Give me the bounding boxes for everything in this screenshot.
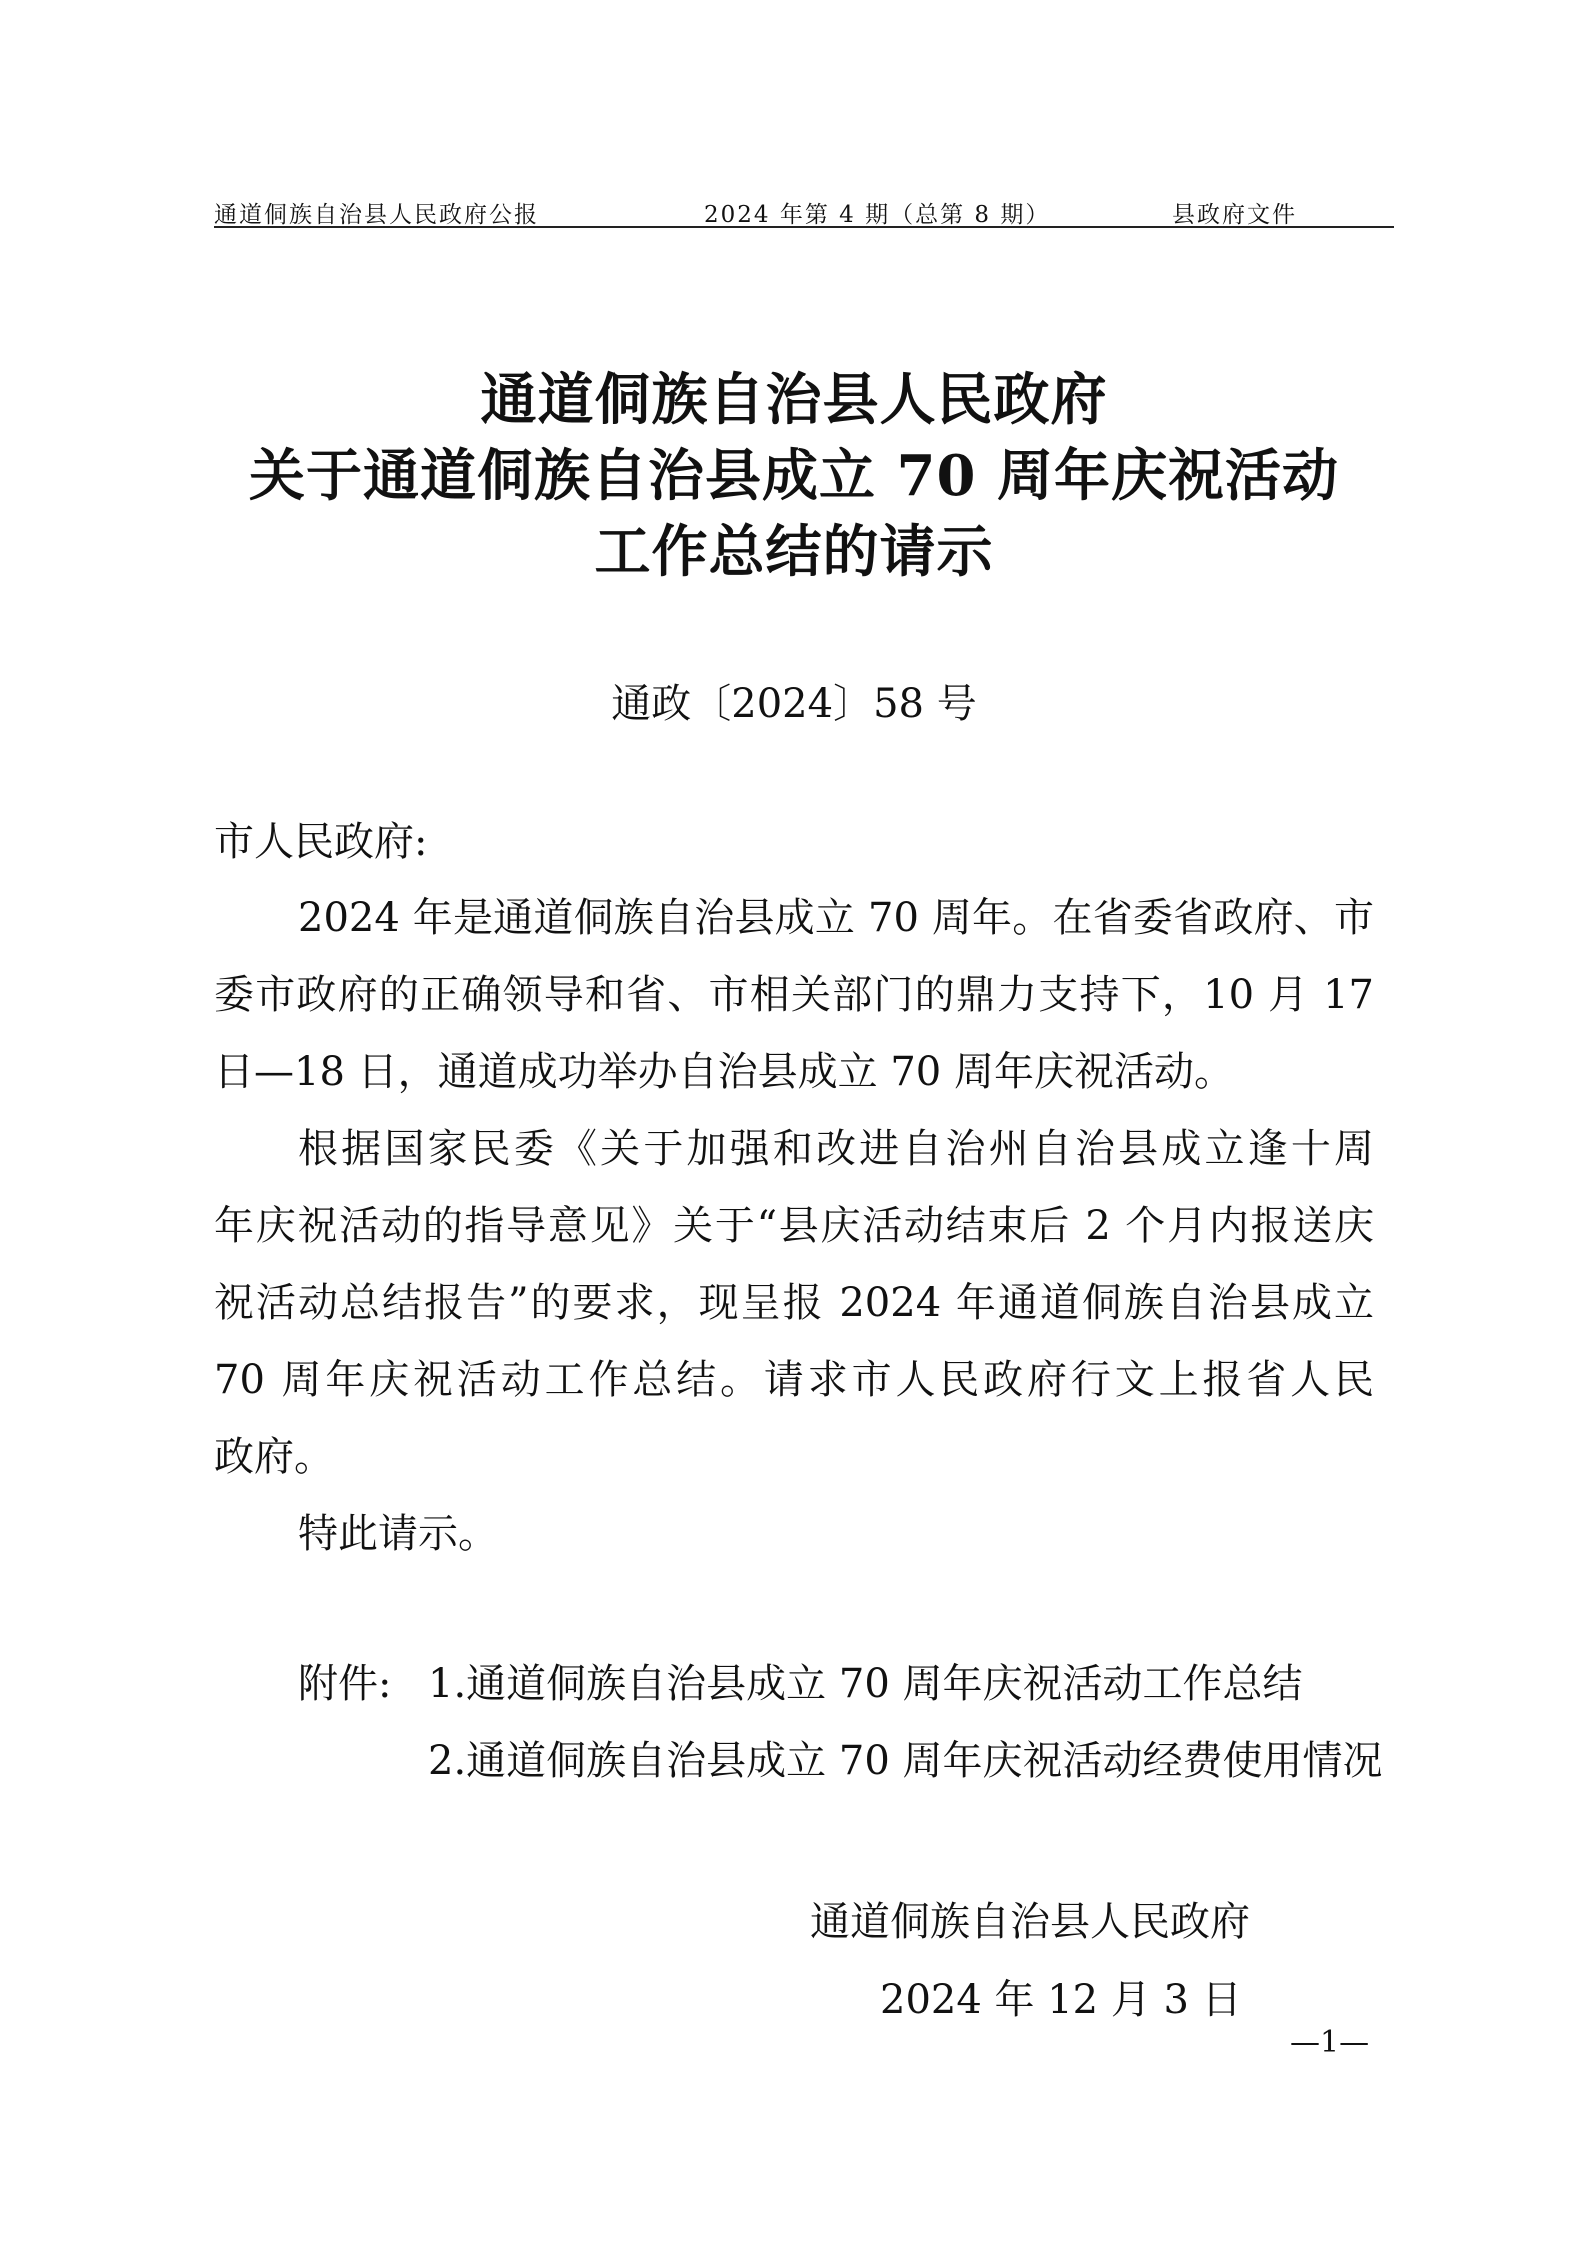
document-title-line-3: 工作总结的请示 (594, 519, 994, 585)
header-issue-number: 2024 年第 4 期（总第 8 期） (704, 202, 1051, 228)
attachment-item-2: 2.通道侗族自治县成立 70 周年庆祝活动经费使用情况 (428, 1738, 1383, 1784)
document-title-line-1: 通道侗族自治县人民政府 (480, 367, 1108, 433)
attachments-label: 附件: (298, 1661, 392, 1707)
signature-organization: 通道侗族自治县人民政府 (810, 1899, 1250, 1945)
header-section-name: 县政府文件 (1172, 202, 1297, 228)
paragraph2-line5: 政府。 (214, 1434, 334, 1480)
paragraph2-line4: 70 周年庆祝活动工作总结。请求市人民政府行文上报省人民 (214, 1357, 1374, 1403)
paragraph2-line1: 根据国家民委《关于加强和改进自治州自治县成立逢十周 (298, 1126, 1374, 1172)
paragraph2-line3: 祝活动总结报告”的要求，现呈报 2024 年通道侗族自治县成立 (214, 1280, 1374, 1326)
closing-text: 特此请示。 (298, 1511, 498, 1557)
paragraph2-line2: 年庆祝活动的指导意见》关于“县庆活动结束后 2 个月内报送庆 (214, 1203, 1374, 1249)
page-number: —1— (1290, 2025, 1370, 2060)
document-number: 通政〔2024〕58 号 (611, 681, 977, 727)
paragraph1-line3: 日—18 日，通道成功举办自治县成立 70 周年庆祝活动。 (214, 1049, 1234, 1095)
salutation: 市人民政府: (214, 819, 428, 865)
paragraph1-line1: 2024 年是通道侗族自治县成立 70 周年。在省委省政府、市 (298, 895, 1374, 941)
document-title-line-2: 关于通道侗族自治县成立 70 周年庆祝活动 (249, 443, 1339, 509)
header-publication-name: 通道侗族自治县人民政府公报 (214, 202, 539, 228)
attachment-item-1: 1.通道侗族自治县成立 70 周年庆祝活动工作总结 (428, 1661, 1303, 1707)
paragraph1-line2: 委市政府的正确领导和省、市相关部门的鼎力支持下，10 月 17 (214, 972, 1374, 1018)
bulletin-header (214, 196, 1394, 228)
signature-date: 2024 年 12 月 3 日 (880, 1977, 1242, 2023)
